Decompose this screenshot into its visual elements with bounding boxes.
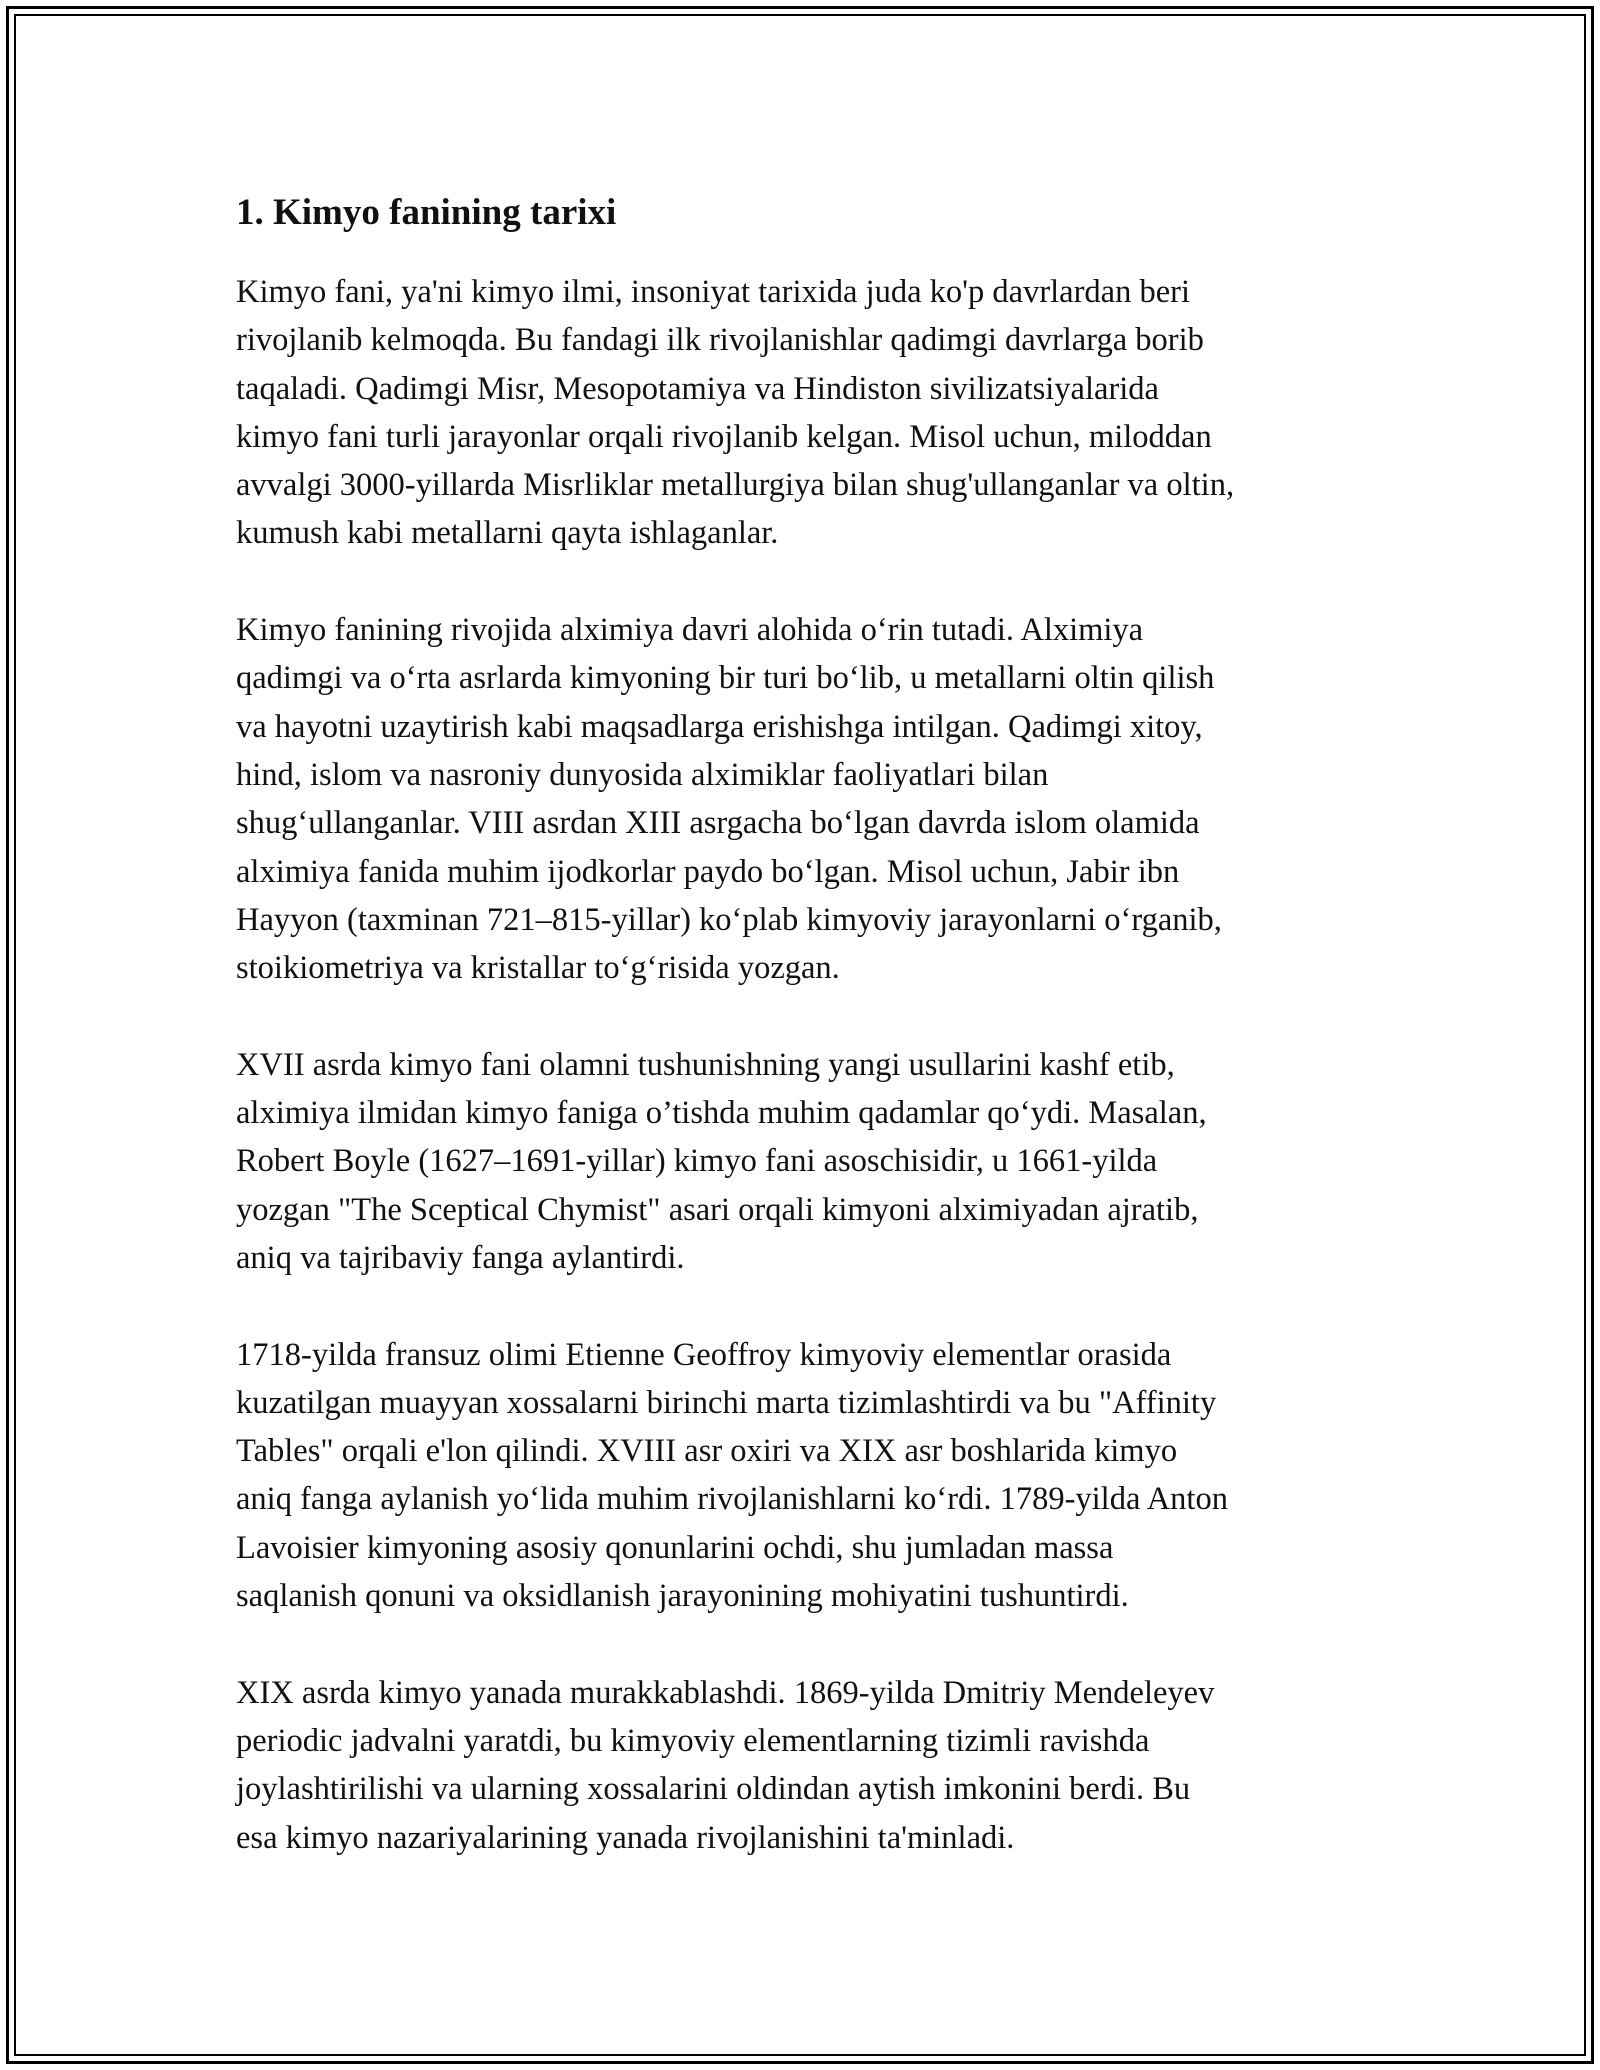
paragraph-ancient-origins: Kimyo fani, ya'ni kimyo ilmi, insoniyat tarixida juda ko'p davrlardan beri rivojlanib kelmoqda. Bu fandagi ilk rivojlanishlar qadimgi davrlarga borib taqaladi. Qadimgi Misr, Mesopotamiya va Hindiston sivilizatsiyalarida kimyo fani turli jarayonlar orqali rivojlanib kelgan. Misol uchun, miloddan avvalgi 3000-yillarda Misrliklar metallurgiya bilan shug'ullanganlar va oltin, kumush kabi metallarni qayta ishlaganlar. <box>236 274 1235 552</box>
paragraph-17th-century: XVII asrda kimyo fani olamni tushunishning yangi usullarini kashf etib, alximiya ilmidan kimyo faniga o’tishda muhim qadamlar qo‘ydi. Masalan, Robert Boyle (1627–1691-yillar) kimyo fani asoschisidir, u 1661-yilda yozgan "The Sceptical Chymist" asari orqali kimyoni alximiyadan ajratib, aniq va tajribaviy fanga aylantirdi. <box>236 1046 1207 1276</box>
paragraph-18th-century: 1718-yilda fransuz olimi Etienne Geoffroy kimyoviy elementlar orasida kuzatilgan muayyan xossalarni birinchi marta tizimlashtirdi va bu "Affinity Tables" orqali e'lon qilindi. XVIII asr oxiri va XIX asr boshlarida kimyo aniq fanga aylanish yo‘lida muhim rivojlanishlarni ko‘rdi. 1789-yilda Anton Lavoisier kimyoning asosiy qonunlarini ochdi, shu jumladan massa saqlanish qonuni va oksidlanish jarayonining mohiyatini tushuntirdi. <box>236 1336 1228 1615</box>
paragraph-19th-century: XIX asrda kimyo yanada murakkablashdi. 1869-yilda Dmitriy Mendeleyev periodic jadvalni yaratdi, bu kimyoviy elementlarning tizimli ravishda joylashtirilishi va ularning xossalarini oldindan aytish imkonini berdi. Bu esa kimyo nazariyalarining yanada rivojlanishini ta'minladi. <box>236 1674 1215 1856</box>
document-body <box>236 186 1386 1910</box>
paragraph-alchemy: Kimyo fanining rivojida alximiya davri alohida o‘rin tutadi. Alximiya qadimgi va o‘rta asrlarda kimyoning bir turi bo‘lib, u metallarni oltin qilish va hayotni uzaytirish kabi maqsadlarga erishishga intilgan. Qadimgi xitoy, hind, islom va nasroniy dunyosida alximiklar faoliyatlari bilan shug‘ullanganlar. VIII asrdan XIII asrgacha bo‘lgan davrda islom olamida alximiya fanida muhim ijodkorlar paydo bo‘lgan. Misol uchun, Jabir ibn Hayyon (taxminan 721–815-yillar) ko‘plab kimyoviy jarayonlarni o‘rganib, stoikiometriya va kristallar to‘g‘risida yozgan. <box>236 612 1222 987</box>
section-title: 1. Kimyo fanining tarixi <box>236 192 617 233</box>
